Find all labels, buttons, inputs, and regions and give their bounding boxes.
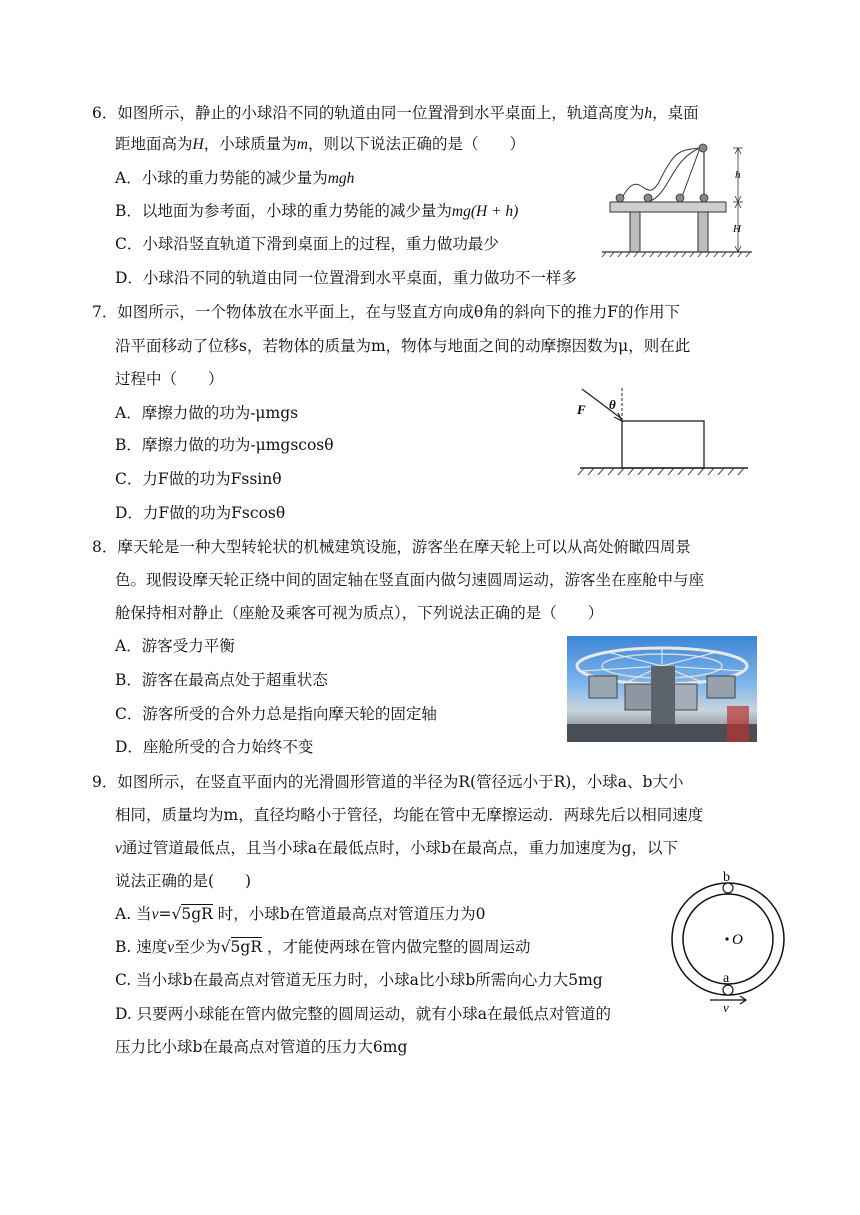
- q7-option-a: A．摩擦力做的功为-μmgs: [115, 404, 299, 422]
- sqrt-symbol: √: [220, 938, 231, 956]
- q7-option-d: D．力F做的功为Fscosθ: [115, 504, 286, 522]
- q6-track-figure: [600, 140, 760, 260]
- q9-fig-label-b: b: [723, 870, 730, 885]
- q7-stem-line2: 沿平面移动了位移s，若物体的质量为m，物体与地面之间的动摩擦因数为μ，则在此: [115, 337, 691, 355]
- q9-stem-line4: 说法正确的是( ): [115, 872, 252, 890]
- q7-fig-label-theta: θ: [609, 397, 616, 412]
- q6-var-h: h: [644, 105, 653, 122]
- q6-option-c: C．小球沿竖直轨道下滑到桌面上的过程，重力做功最少: [115, 235, 499, 253]
- q6-option-a: A．小球的重力势能的减少量为mgh: [115, 169, 355, 187]
- q6-fig-label-H: H: [733, 223, 741, 235]
- sqrt-symbol: √: [171, 905, 182, 923]
- q6-stem-line2: 距地面高为H，小球质量为m，则以下说法正确的是（ ）: [115, 135, 525, 153]
- q9-fig-label-v: v: [723, 1000, 729, 1014]
- q6-option-d: D．小球沿不同的轨道由同一位置滑到水平桌面，重力做功不一样多: [115, 269, 577, 287]
- q9-option-c: C. 当小球b在最高点对管道无压力时，小球a比小球b所需向心力大5mg: [115, 971, 603, 989]
- q9-option-a: A. 当v=√5gR 时，小球b在管道最高点对管道压力为0: [115, 905, 486, 923]
- q9-stem-line3: v通过管道最低点，且当小球a在最低点时，小球b在最高点，重力加速度为g，以下: [115, 839, 678, 857]
- q9-tube-figure: [668, 866, 788, 1014]
- q8-stem-line3: 舱保持相对静止（座舱及乘客可视为质点），下列说法正确的是（ ）: [115, 604, 604, 622]
- q9-fig-label-O: O: [732, 932, 743, 948]
- q8-stem-line2: 色。现假设摩天轮正绕中间的固定轴在竖直面内做匀速圆周运动，游客坐在座舱中与座: [115, 571, 705, 589]
- q8-option-c: C．游客所受的合外力总是指向摩天轮的固定轴: [115, 705, 437, 723]
- ferris-wheel-photo: [567, 636, 757, 742]
- q9-option-d-line2: 压力比小球b在最高点对管道的压力大6mg: [115, 1038, 408, 1056]
- q9-option-d-line1: D. 只要两小球能在管内做完整的圆周运动，就有小球a在最低点对管道的: [115, 1005, 611, 1023]
- q8-option-b: B．游客在最高点处于超重状态: [115, 671, 328, 689]
- q9-fig-label-a: a: [723, 971, 730, 986]
- q8-stem-line1: 8．摩天轮是一种大型转轮状的机械建筑设施，游客坐在摩天轮上可以从高处俯瞰四周景: [92, 538, 691, 556]
- q7-option-c: C．力F做的功为Fssinθ: [115, 470, 282, 488]
- q9-option-b: B. 速度v至少为√5gR ，才能使两球在管内做完整的圆周运动: [115, 938, 531, 956]
- q7-stem-line1: 7．如图所示，一个物体放在水平面上，在与竖直方向成θ角的斜向下的推力F的作用下: [92, 303, 680, 321]
- q7-fig-label-F: F: [577, 402, 586, 417]
- q7-force-figure: [572, 384, 752, 478]
- q7-stem-line3: 过程中（ ）: [115, 370, 224, 388]
- q8-option-d: D．座舱所受的合力始终不变: [115, 738, 314, 756]
- q7-option-b: B．摩擦力做的功为-μmgscosθ: [115, 436, 334, 454]
- q9-stem-line1: 9．如图所示，在竖直平面内的光滑圆形管道的半径为R(管径远小于R)，小球a、b大小: [92, 773, 684, 791]
- q8-option-a: A．游客受力平衡: [115, 637, 235, 655]
- q6-stem-line1: 6．如图所示，静止的小球沿不同的轨道由同一位置滑到水平桌面上，轨道高度为h，桌面: [92, 104, 699, 122]
- q9-stem-line2: 相同，质量均为m，直径均略小于管径，均能在管中无摩擦运动．两球先后以相同速度: [115, 806, 704, 824]
- q6-fig-label-h: h: [735, 169, 741, 181]
- q6-option-b: B．以地面为参考面，小球的重力势能的减少量为mg(H + h): [115, 202, 519, 220]
